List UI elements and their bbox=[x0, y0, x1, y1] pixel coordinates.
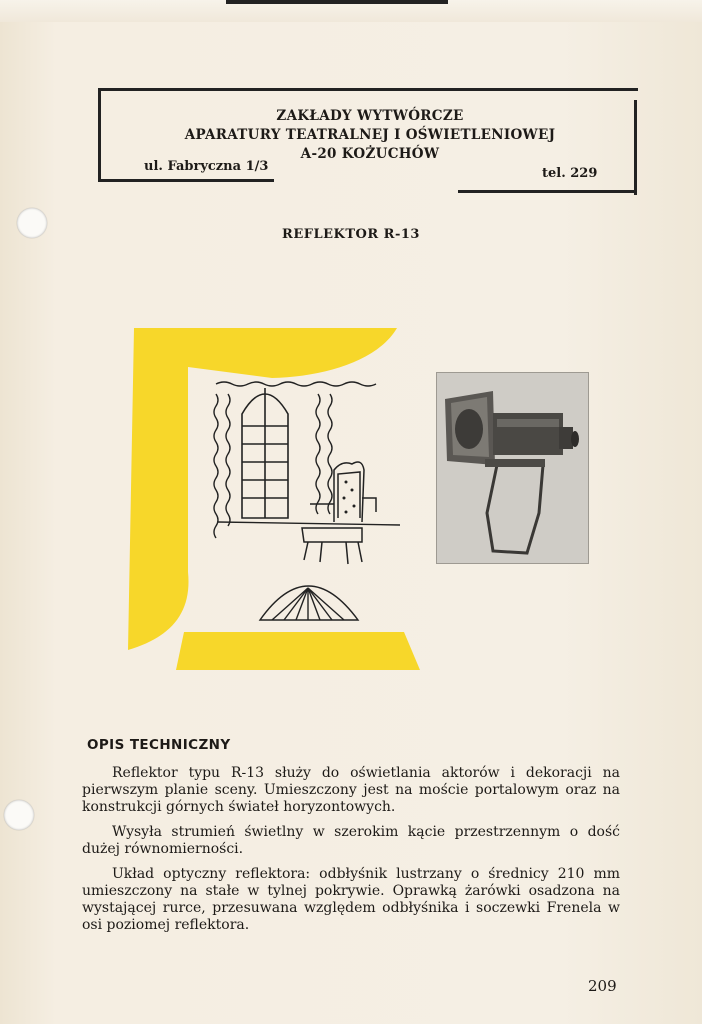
paragraph-2: Wysyła strumień świetlny w szerokim kącie przestrzennym o dość dużej równomierności. bbox=[82, 824, 620, 857]
header-line-1: ZAKŁADY WYTWÓRCZE bbox=[276, 108, 464, 124]
header-address: ul. Fabryczna 1/3 bbox=[144, 159, 269, 174]
header-line-2: APARATURY TEATRALNEJ I OŚWIETLENIOWEJ bbox=[184, 127, 556, 143]
arched-window bbox=[242, 388, 288, 518]
description-text bbox=[82, 765, 620, 942]
paragraph-1: Reflektor typu R-13 służy do oświetlania aktorów i dekoracji na pierwszym planie sceny. Umieszczony jest na moście portalowym oraz na konstrukcji górnych świateł horyzontowych. bbox=[82, 765, 620, 815]
spotlight-dome bbox=[260, 586, 358, 620]
header-top-border bbox=[100, 88, 638, 91]
header-bottom-left-border bbox=[98, 179, 274, 182]
page-number: 209 bbox=[588, 977, 617, 995]
binder-tab bbox=[226, 0, 448, 4]
stage-floor-line bbox=[218, 522, 400, 525]
reflector-lamp-image bbox=[437, 373, 588, 563]
header-right-border bbox=[634, 100, 637, 195]
throne-ornament bbox=[343, 481, 356, 514]
document-title: REFLEKTOR R-13 bbox=[282, 227, 420, 242]
curtain-shape bbox=[128, 328, 397, 650]
reflector-photo bbox=[436, 372, 589, 564]
punch-hole-bottom bbox=[4, 800, 34, 830]
throne-chair bbox=[302, 462, 376, 564]
header-line-3: A-20 KOŻUCHÓW bbox=[300, 146, 440, 162]
header-left-border bbox=[98, 88, 101, 181]
header-bottom-right-border bbox=[458, 190, 636, 193]
window-drapes bbox=[214, 382, 376, 538]
section-title: OPIS TECHNICZNY bbox=[87, 737, 231, 753]
header-phone: tel. 229 bbox=[542, 166, 598, 181]
paragraph-3: Układ optyczny reflektora: odbłyśnik lustrzany o średnicy 210 mm umieszczony na stałe w tylnej pokrywie. Oprawką żarówki osadzona na wystającej rurce, przesuwana względem odbłyśnika i soczewki Frenela w osi poziomej reflektora. bbox=[82, 866, 620, 933]
stage-illustration bbox=[122, 322, 426, 676]
floor-light-area bbox=[176, 632, 420, 670]
